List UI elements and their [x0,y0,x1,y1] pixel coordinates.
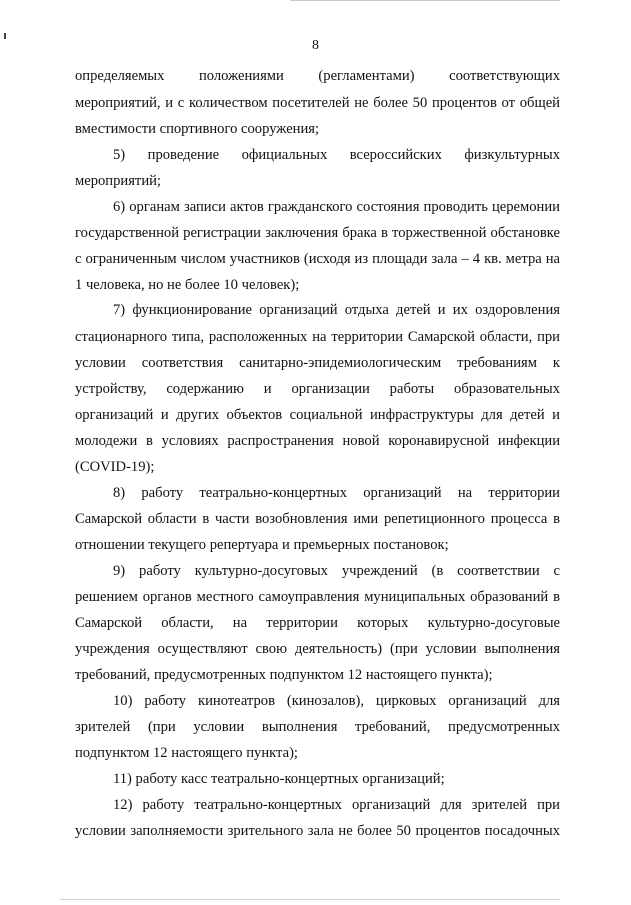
text-line: Самарской области, на территории которых культурно-досуговые [75,615,560,631]
text-line: с ограниченным числом участников (исходя из площади зала – 4 кв. метра на [75,251,560,267]
text-line: устройству, содержанию и организации работы образовательных [75,381,560,397]
text-line: зрителей (при условии выполнения требований, предусмотренных [75,719,560,735]
text-line: 7) функционирование организаций отдыха детей и их оздоровления [113,302,560,318]
text-line: вместимости спортивного сооружения; [75,121,320,137]
scan-edge-line [290,0,560,1]
text-line: 8) работу театрально-концертных организаций на территории [113,485,560,501]
text-line: мероприятий, и с количеством посетителей не более 50 процентов от общей [75,95,560,111]
text-line: отношении текущего репертуара и премьерных постановок; [75,537,449,553]
text-line: определяемых положениями (регламентами) соответствующих [75,68,560,84]
scan-bottom-edge [60,899,560,900]
text-line: 11) работу касс театрально-концертных организаций; [113,771,445,787]
text-line: 10) работу кинотеатров (кинозалов), цирковых организаций для [113,693,560,709]
text-line: условии соответствия санитарно-эпидемиологическим требованиям к [75,355,560,371]
text-line: подпунктом 12 настоящего пункта); [75,745,298,761]
text-line: учреждения осуществляют свою деятельность) (при условии выполнения [75,641,560,657]
text-line: Самарской области в части возобновления ими репетиционного процесса в [75,511,560,527]
text-line: 1 человека, но не более 10 человек); [75,277,300,293]
text-line: требований, предусмотренных подпунктом 12 настоящего пункта); [75,667,493,683]
page-number: 8 [312,38,319,53]
text-line: 6) органам записи актов гражданского состояния проводить церемонии [113,199,560,215]
text-line: 12) работу театрально-концертных организаций для зрителей при [113,797,560,813]
text-line: решением органов местного самоуправления муниципальных образований в [75,589,560,605]
text-line: мероприятий; [75,173,161,189]
text-line: 5) проведение официальных всероссийских физкультурных [113,147,560,163]
text-line: стационарного типа, расположенных на территории Самарской области, при [75,329,560,345]
text-line: условии заполняемости зрительного зала не более 50 процентов посадочных [75,823,560,839]
text-line: молодежи в условиях распространения новой коронавирусной инфекции [75,433,560,449]
text-line: 9) работу культурно-досуговых учреждений (в соответствии с [113,563,560,579]
text-line: (COVID-19); [75,459,155,475]
text-line: государственной регистрации заключения брака в торжественной обстановке [75,225,560,241]
text-line: организаций и других объектов социальной инфраструктуры для детей и [75,407,560,423]
